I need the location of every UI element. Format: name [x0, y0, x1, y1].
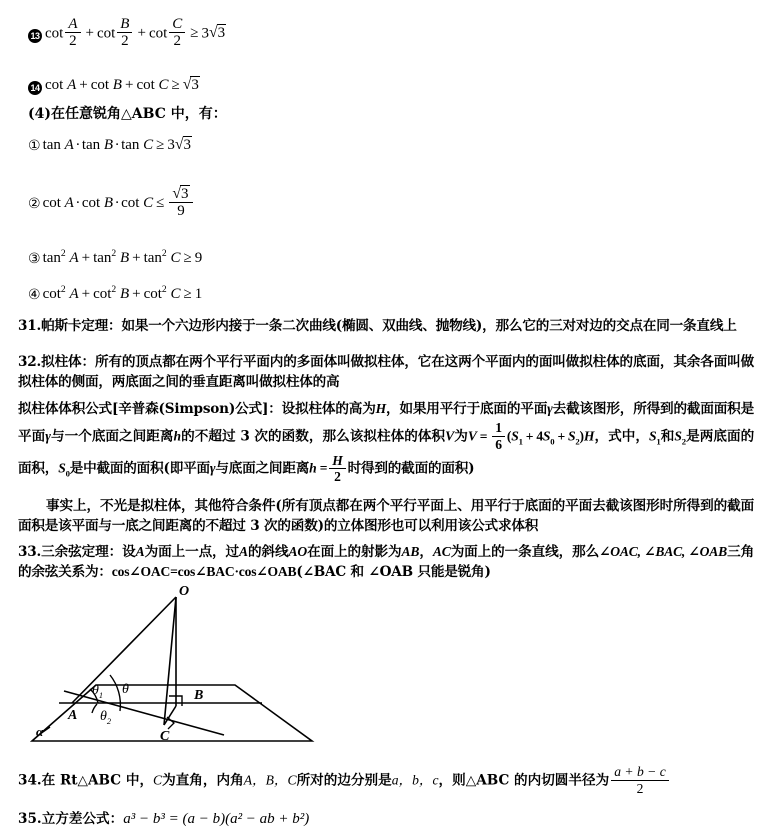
e33-line2-a: 三角的余弦关系为：: [18, 544, 754, 580]
variable-S0: S: [58, 460, 66, 476]
plus-sign: +: [79, 77, 88, 93]
figure-label-C: C: [160, 729, 170, 744]
segment-AO: AO: [288, 544, 307, 559]
entry-32c-remark: [18, 496, 754, 536]
entry-32-title: 拟柱体：: [41, 354, 95, 370]
variable-gamma: γ: [547, 401, 553, 416]
subscript-0: 0: [550, 436, 555, 447]
variable-A: A: [239, 544, 248, 559]
right-hand-side: 1: [194, 286, 203, 302]
figure-label-alpha: α: [36, 724, 44, 739]
square-root: [175, 137, 192, 153]
entry-35-number: 35.: [18, 811, 42, 827]
radicand: 3: [183, 137, 192, 153]
simpson-body-2: ，如果用平行于底面的平面: [386, 401, 548, 417]
plus-sign: +: [557, 428, 565, 444]
entry-34-number: 34.: [18, 772, 42, 789]
subscript-2: 2: [575, 436, 580, 447]
fraction-denominator: 2: [329, 468, 345, 484]
function-cot: cot: [96, 25, 116, 42]
variable-a: A: [69, 286, 79, 302]
fraction-one-sixth: [492, 421, 505, 452]
function-cot: cot: [143, 286, 162, 302]
entry-32-body: 所有的顶点都在两个平行平面内的多面体叫做拟柱体，它在这两个平面内的面叫做拟柱体的底面，其余各面叫做拟柱体的侧面，两底面之间的垂直距离叫做拟柱体的高: [18, 354, 755, 390]
multiplication-dot: ·: [75, 194, 81, 211]
subscript-0: 0: [65, 468, 70, 479]
entry-32-prismatoid: [18, 352, 754, 392]
variable-b: B: [119, 250, 130, 266]
radical-sign: √: [209, 24, 218, 42]
variable-A: A: [135, 544, 145, 559]
variable-a: A: [67, 77, 77, 93]
variable-V: V: [445, 428, 455, 444]
multiplication-dot: ·: [75, 137, 81, 153]
plus-sign: +: [132, 286, 141, 302]
simpson-body-6: 为: [454, 428, 468, 445]
variable-b: B: [119, 286, 130, 302]
variable-C: C: [153, 772, 163, 788]
plus-sign: +: [132, 250, 141, 266]
simpson-body-4: 与一个底面之间距离: [50, 428, 174, 445]
e33-line1-c: 的斜线: [247, 544, 289, 560]
variable-a: A: [64, 194, 74, 211]
remark-body: 事实上，不光是拟柱体，其他符合条件(所有顶点都在两个平行平面上、用平行于底面的平面去截该图形时所得到的截面面积是该平面与一底之间距离的不超过 3 次的函数)的立体图形也可以利用该公式求体积: [18, 498, 754, 534]
fraction-denominator: 9: [169, 202, 192, 220]
square-root: [172, 185, 189, 202]
entry-32-number: 32.: [18, 354, 42, 370]
variable-c: C: [158, 77, 169, 93]
greater-equal-sign: ≥: [183, 250, 192, 266]
function-cot: cot: [81, 194, 101, 211]
variable-S1: S: [511, 428, 519, 444]
variable-b: B: [112, 77, 122, 93]
exponent-2: 2: [111, 248, 117, 259]
exponent-2: 2: [161, 248, 167, 259]
segment-AC: AC: [432, 544, 451, 559]
cosine-relation: cos∠OAC=cos∠BAC·cos∠OAB: [111, 564, 297, 579]
entry-34-incircle-radius: [18, 766, 671, 797]
plus-sign: +: [81, 250, 91, 266]
circled-number-4: ④: [28, 287, 41, 303]
right-hand-side: 9: [194, 250, 203, 266]
function-cot: cot: [42, 194, 61, 211]
fraction-c-over-2: $\frac{C}{2}$: [169, 16, 185, 50]
simpson-body-8: 和: [660, 428, 675, 445]
circled-number-1: ①: [28, 138, 41, 154]
fraction-a-over-2: $\frac{A}{2}$: [65, 16, 80, 50]
three-cosine-theorem-figure: [14, 584, 344, 762]
coefficient-4: 4: [536, 428, 543, 444]
function-cot: cot: [93, 286, 112, 302]
function-cot: cot: [121, 194, 140, 211]
coefficient-3: 3: [201, 25, 210, 42]
fraction-denominator: 6: [492, 436, 505, 452]
formula-item-3: [28, 249, 202, 266]
simpson-body-3: 去截该图形，所得到的截面面积是平面: [18, 401, 754, 445]
variable-h: h: [173, 428, 181, 444]
less-equal-sign: ≤: [156, 194, 165, 211]
close-paren: ): [579, 428, 584, 444]
exponent-2: 2: [161, 284, 167, 295]
plus-sign: +: [124, 77, 134, 93]
h-equals: h =: [309, 460, 328, 476]
variable-b: B: [103, 194, 114, 211]
circled-number-14: 14: [28, 81, 42, 95]
variable-a: A: [69, 250, 79, 266]
coefficient-3: 3: [167, 137, 175, 153]
function-cot: cot: [148, 25, 168, 42]
subscript-1: 1: [518, 436, 523, 447]
radical-sign: √: [174, 136, 184, 153]
exponent-2: 2: [60, 248, 66, 259]
angle-arc-theta2: [92, 704, 97, 713]
formula-item-2: [28, 186, 195, 221]
plus-sign: +: [85, 25, 94, 42]
entry-34-text-a: 在 Rt△ABC 中，: [41, 772, 154, 789]
equals-sign: =: [479, 428, 488, 444]
function-tan: tan: [81, 137, 101, 153]
function-cot: cot: [136, 77, 155, 93]
variable-H-tail: H: [583, 428, 595, 444]
square-root: [209, 25, 226, 41]
variable-S2: S: [568, 428, 576, 444]
radicand: 3: [217, 25, 226, 42]
fraction-denominator: 2: [611, 780, 669, 796]
entry-31-pascal-theorem: [18, 316, 754, 336]
entry-31-title: 帕斯卡定理：: [41, 318, 122, 334]
formula-item-13: [28, 17, 226, 51]
e33-line1-a: 设: [122, 544, 136, 560]
function-cot: cot: [45, 77, 64, 93]
figure-label-O: O: [179, 584, 190, 599]
variable-gamma: γ: [45, 428, 51, 444]
simpson-body-7: ，式中，: [594, 428, 649, 445]
variable-S1: S: [648, 428, 657, 444]
open-paren: (: [506, 428, 512, 444]
segment-AB: AB: [401, 544, 420, 559]
greater-equal-sign: ≥: [183, 286, 192, 302]
entry-33-three-cosine-theorem: [18, 542, 754, 582]
plus-sign: +: [137, 25, 146, 42]
variable-S0: S: [542, 428, 551, 444]
entry-34-text-b: 为直角，内角: [162, 772, 244, 789]
variable-b: B: [103, 137, 114, 153]
e33-line1-b: 为面上一点，过: [144, 544, 240, 560]
fraction-numerator: 1: [495, 420, 502, 436]
fraction-numerator: [169, 185, 192, 202]
formula-item-4: [28, 285, 202, 302]
simpson-body-11: 与底面之间距离: [215, 460, 310, 477]
variable-H: H: [375, 401, 386, 416]
section-heading-4: (4)在任意锐角△ABC 中，有：: [28, 106, 227, 122]
fraction-numerator: a + b − c: [614, 764, 666, 780]
function-tan: tan: [143, 250, 162, 266]
simpson-title: 拟柱体体积公式[辛普森(Simpson)公式]：: [18, 401, 282, 417]
function-cot: cot: [90, 77, 110, 93]
e33-line1-d: 在面上的射影为: [306, 544, 402, 560]
variable-a: A: [64, 137, 74, 153]
exponent-2: 2: [60, 284, 66, 295]
figure-label-theta2: $\theta_2$: [100, 709, 112, 726]
simpson-body-10: 是中截面的面积(即平面: [69, 460, 210, 477]
fraction-numerator: H: [332, 452, 343, 468]
variable-S2: S: [674, 428, 682, 444]
function-tan: tan: [93, 250, 112, 266]
formula-item-14: [28, 77, 200, 95]
circled-number-3: ③: [28, 251, 41, 267]
radical-sign: √: [182, 76, 192, 93]
square-root: [183, 77, 200, 93]
figure-label-A: A: [68, 708, 78, 723]
figure-svg: [14, 584, 344, 762]
fraction-b-over-2: $\frac{B}{2}$: [117, 16, 132, 50]
variable-c: C: [170, 250, 181, 266]
plus-sign: +: [525, 428, 534, 444]
entry-35-difference-of-cubes: [18, 812, 309, 827]
plus-sign: +: [81, 286, 91, 302]
variable-c: C: [143, 194, 154, 211]
e33-line1-e: ，: [419, 544, 433, 560]
entry-31-number: 31.: [18, 318, 42, 334]
greater-equal-sign: ≥: [171, 77, 180, 93]
greater-equal-sign: ≥: [190, 25, 199, 42]
greater-equal-sign: ≥: [156, 137, 165, 153]
circled-number-13: 13: [28, 29, 42, 43]
formula-item-1: [28, 137, 192, 153]
e33-line1-f: 为面上的一条直线，那么: [450, 544, 600, 560]
subscript-1: 1: [656, 436, 661, 447]
figure-label-theta1: $\theta_1$: [92, 683, 104, 700]
entry-33-title: 三余弦定理：: [41, 544, 123, 560]
formula-lhs-V: V: [467, 428, 477, 444]
subscript-2: 2: [681, 436, 686, 447]
variables-ABC: A，B，C: [243, 772, 297, 788]
entry-31-body: 如果一个六边形内接于一条二次曲线(椭圆、双曲线、抛物线)，那么它的三对对边的交点在同一条直线上: [121, 318, 737, 334]
angle-list: ∠OAC, ∠BAC, ∠OAB: [599, 544, 727, 559]
radicand: 3: [181, 186, 189, 203]
fraction-H-over-2: [329, 454, 345, 485]
figure-label-theta: θ: [122, 682, 129, 697]
circled-number-2: ②: [28, 195, 41, 212]
multiplication-dot: ·: [114, 137, 120, 153]
fraction-incircle-radius: [611, 765, 669, 796]
exponent-2: 2: [111, 284, 117, 295]
simpson-body-9: 是两底面的面积，: [18, 428, 754, 477]
figure-label-B: B: [194, 688, 204, 703]
e33-line2-b: (∠BAC 和 ∠OAB 只能是锐角): [296, 564, 491, 580]
function-tan: tan: [42, 250, 61, 266]
entry-34-text-d: ，则△ABC 的内切圆半径为: [438, 772, 610, 789]
variable-gamma: γ: [209, 460, 216, 476]
entry-33-number: 33.: [18, 544, 42, 560]
function-tan: tan: [121, 137, 140, 153]
function-cot: cot: [45, 25, 64, 42]
radicand: 3: [191, 77, 199, 93]
variables-abc: a，b，c: [391, 772, 439, 788]
entry-35-formula: a³ − b³ = (a − b)(a² − ab + b²): [123, 811, 310, 827]
simpson-body-1: 设拟柱体的高为: [281, 401, 376, 417]
radical-sign: √: [172, 185, 182, 203]
function-cot: cot: [42, 286, 61, 302]
simpson-body-5: 的不超过 3 次的函数，那么该拟柱体的体积: [180, 428, 446, 445]
variable-c: C: [143, 137, 154, 153]
simpson-body-12: 时得到的截面的面积): [347, 460, 475, 477]
multiplication-dot: ·: [114, 194, 120, 211]
variable-c: C: [170, 286, 181, 302]
fraction-sqrt3-over-9: [169, 185, 192, 220]
entry-34-text-c: 所对的边分别是: [296, 772, 392, 789]
entry-35-title: 立方差公式：: [41, 811, 124, 827]
function-tan: tan: [42, 137, 61, 153]
entry-32b-simpson-formula: [18, 396, 754, 487]
segment-oc: [164, 597, 176, 725]
